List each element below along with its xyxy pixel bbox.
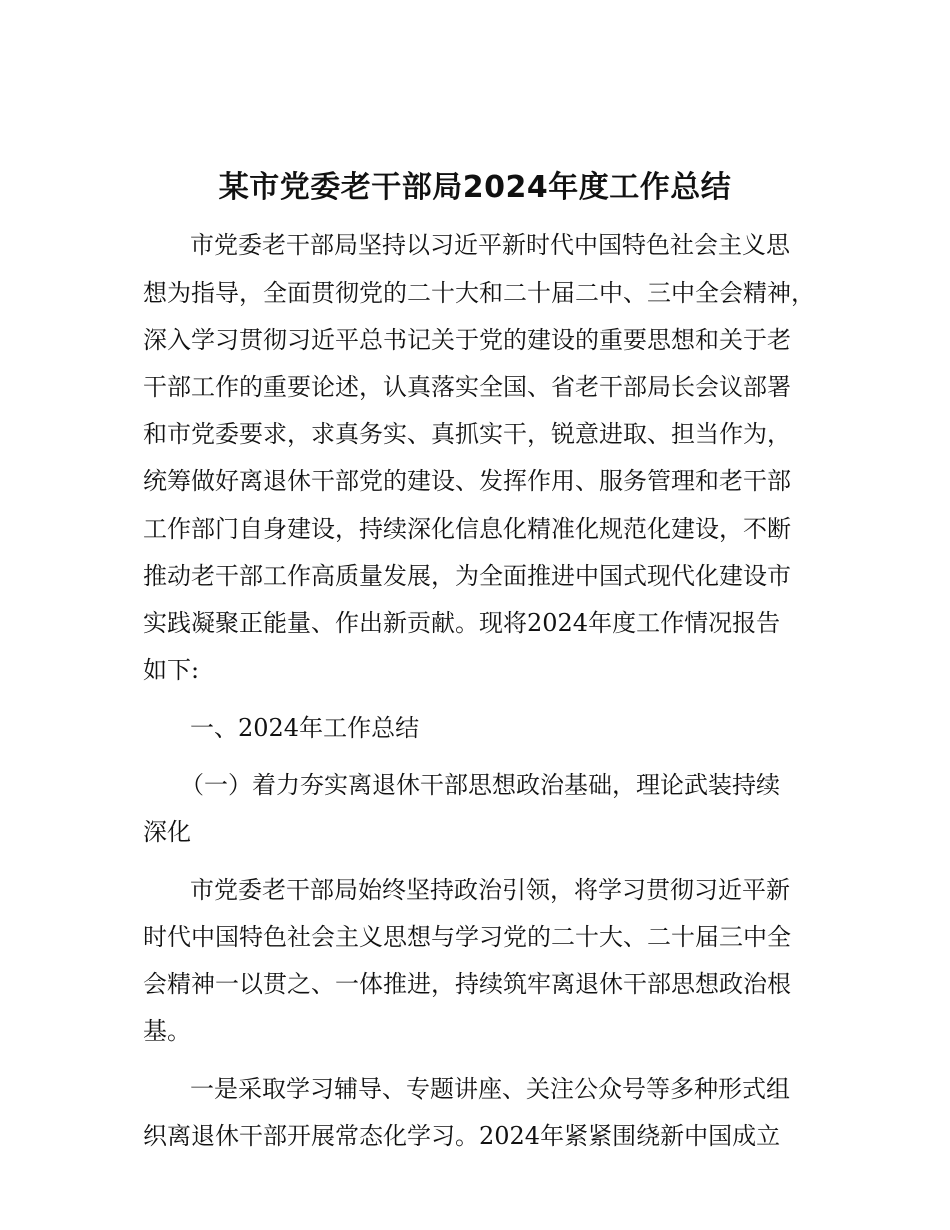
intro-line: 干部工作的重要论述，认真落实全国、省老干部局长会议部署: [143, 373, 791, 401]
section-heading: 一、2024年工作总结: [190, 714, 420, 742]
document-title: 某市党委老干部局2024年度工作总结: [218, 170, 732, 205]
paragraph-line: 一是采取学习辅导、专题讲座、关注公众号等多种形式组: [190, 1075, 790, 1103]
intro-line: 深入学习贯彻习近平总书记关于党的建设的重要思想和关于老: [143, 326, 791, 354]
intro-line: 实践凝聚正能量、作出新贡献。现将2024年度工作情况报告: [143, 609, 781, 637]
paragraph-line: 基。: [143, 1017, 191, 1045]
intro-line: 工作部门自身建设，持续深化信息化精准化规范化建设，不断: [143, 515, 791, 543]
intro-line: 想为指导，全面贯彻党的二十大和二十届二中、三中全会精神，: [143, 279, 815, 307]
paragraph-line: 市党委老干部局始终坚持政治引领，将学习贯彻习近平新: [190, 876, 790, 904]
subsection-heading: 深化: [143, 818, 191, 846]
paragraph-line: 会精神一以贯之、一体推进，持续筑牢离退休干部思想政治根: [143, 970, 791, 998]
intro-line: 市党委老干部局坚持以习近平新时代中国特色社会主义思: [190, 231, 790, 259]
paragraph-line: 织离退休干部开展常态化学习。2024年紧紧围绕新中国成立: [143, 1122, 781, 1150]
intro-line: 如下:: [143, 656, 200, 684]
subsection-heading: （一）着力夯实离退休干部思想政治基础，理论武装持续: [180, 771, 780, 799]
intro-line: 统筹做好离退休干部党的建设、发挥作用、服务管理和老干部: [143, 467, 791, 495]
intro-line: 推动老干部工作高质量发展，为全面推进中国式现代化建设市: [143, 562, 791, 590]
paragraph-line: 时代中国特色社会主义思想与学习党的二十大、二十届三中全: [143, 923, 791, 951]
intro-line: 和市党委要求，求真务实、真抓实干，锐意进取、担当作为，: [143, 420, 791, 448]
